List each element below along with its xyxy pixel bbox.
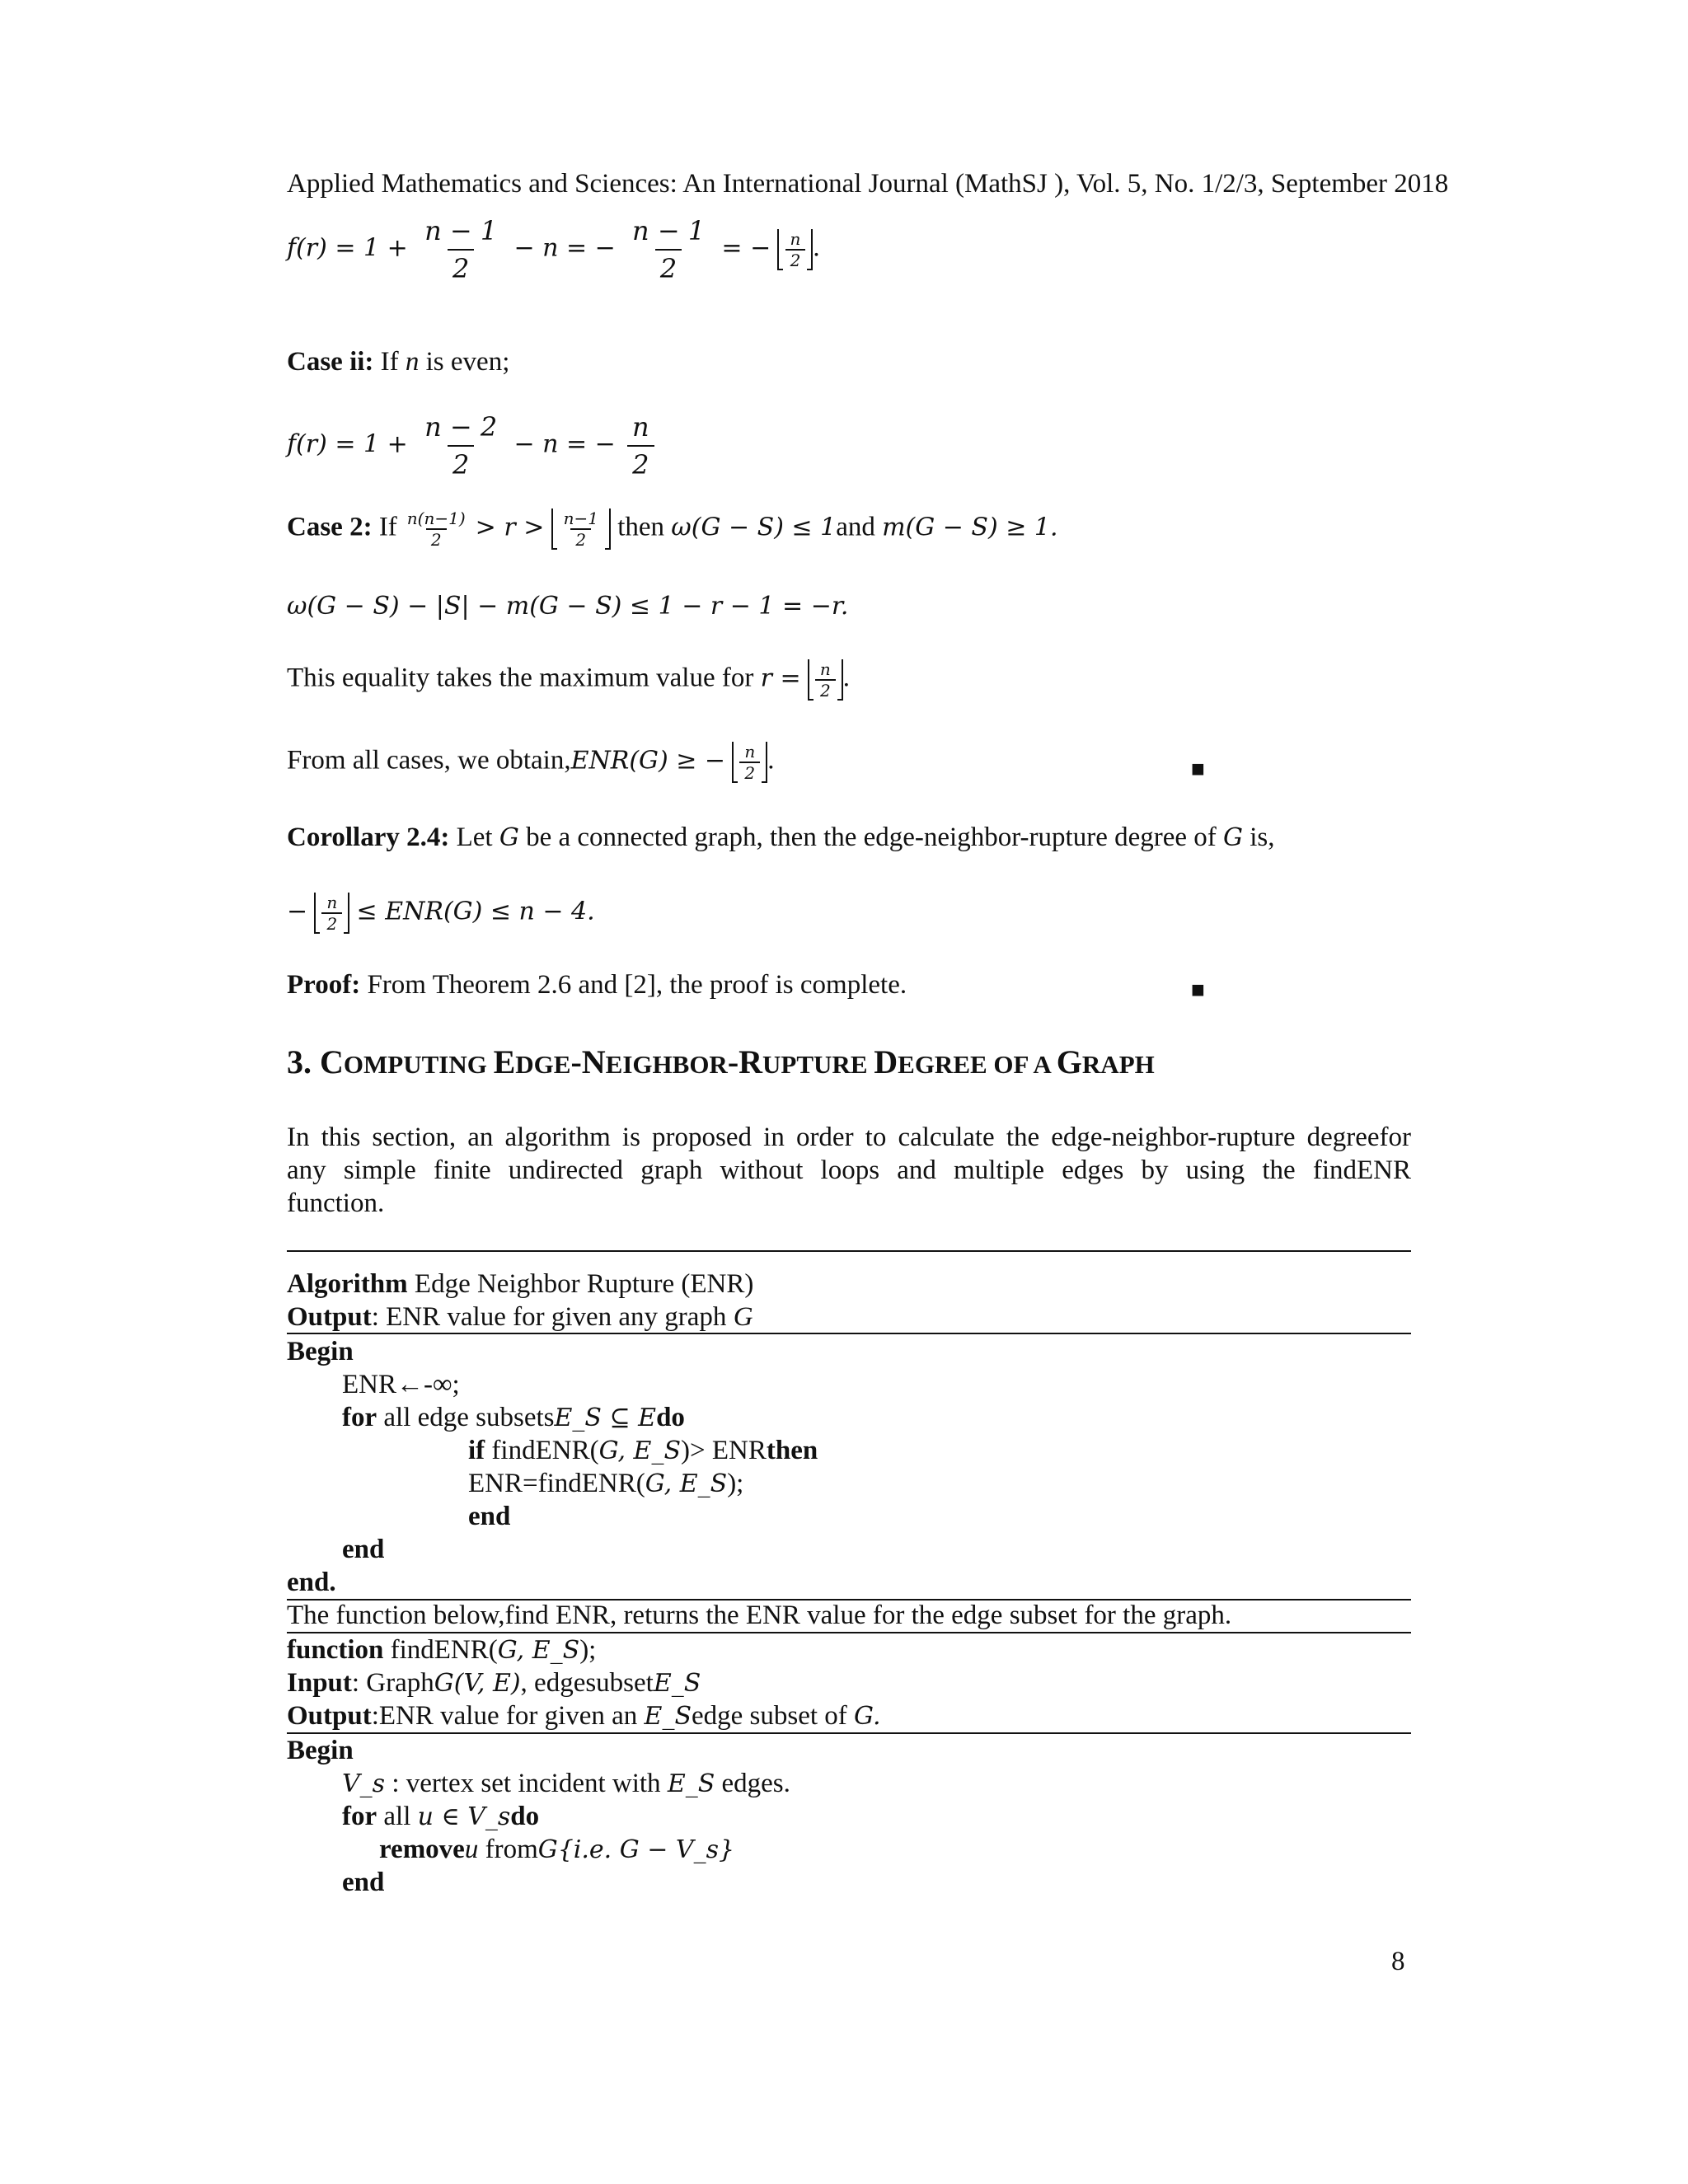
function-for-line: for all u ∈ V_sdo: [342, 1802, 540, 1831]
qed-square-icon: ■: [1191, 757, 1205, 782]
equality-line: This equality takes the maximum value for r = $\frac{n}{2}$ .: [287, 659, 851, 701]
function-begin: Begin: [287, 1736, 354, 1765]
intro-line-3: function.: [287, 1188, 385, 1218]
intro-line-1: In this section, an algorithm is proposed in order to calculate the edge-neighbor-rupture degreefor: [287, 1122, 1411, 1152]
algorithm-end: end.: [287, 1568, 336, 1597]
algorithm-output: Output: ENR value for given any graph G: [287, 1302, 753, 1332]
floor-bracket: $\frac{n-1}{2}$: [551, 509, 611, 550]
page-number: 8: [1391, 1947, 1405, 1976]
all-cases-line: From all cases, we obtain,ENR(G) ≥ − $\frac{n}{2}$ .: [287, 742, 775, 783]
algorithm-for: for all edge subsetsE_S ⊆ Edo: [342, 1403, 685, 1432]
algorithm-begin: Begin: [287, 1337, 354, 1366]
algorithm-end-if: end: [468, 1502, 511, 1531]
section-heading: 3. COMPUTING EDGE-NEIGHBOR-RUPTURE DEGREE OF A GRAPH: [287, 1043, 1155, 1080]
inequality-line: ω(G − S) − |S| − m(G − S) ≤ 1 − r − 1 = −r.: [287, 592, 849, 621]
algorithm-init: ENR←-∞;: [342, 1370, 460, 1399]
proof-line: Proof: From Theorem 2.6 and [2], the proof is complete.: [287, 970, 907, 1000]
floor-bracket: $\frac{n}{2}$: [777, 229, 813, 270]
equation-f-r-even: f(r) = 1 + $\frac{n - 2}{2}$ − n = − $\frac{n}{2}$: [287, 409, 659, 483]
algorithm-rule-4: [287, 1632, 1411, 1633]
algorithm-top-rule: [287, 1250, 1411, 1252]
floor-bracket: $\frac{n}{2}$: [314, 893, 349, 934]
function-input: Input: GraphG(V, E), edgesubsetE_S: [287, 1668, 701, 1698]
algorithm-end-for: end: [342, 1535, 385, 1564]
enr-bound-equation: − $\frac{n}{2}$ ≤ ENR(G) ≤ n − 4.: [287, 893, 595, 934]
qed-square-icon: ■: [1191, 977, 1205, 1003]
floor-bracket: $\frac{n}{2}$: [808, 659, 843, 701]
intro-line-2: any simple finite undirected graph without loops and multiple edges by using the findENR: [287, 1155, 1411, 1185]
case-ii-heading: Case ii: If n is even;: [287, 347, 510, 377]
function-note: The function below,find ENR, returns the ENR value for the edge subset for the graph.: [287, 1601, 1232, 1630]
function-end-for: end: [342, 1868, 385, 1897]
algorithm-title: Algorithm Edge Neighbor Rupture (ENR): [287, 1269, 754, 1299]
algorithm-rule-2: [287, 1333, 1411, 1334]
equation-f-r-odd: f(r) = 1 + $\frac{n - 1}{2}$ − n = − $\frac{n - 1}{2}$ = − $\frac{n}{2}$ .: [287, 213, 820, 287]
function-vs-line: V_s : vertex set incident with E_S edges.: [342, 1769, 790, 1798]
algorithm-if: if findENR(G, E_S)> ENRthen: [468, 1436, 818, 1465]
function-signature: function findENR(G, E_S);: [287, 1635, 597, 1665]
algorithm-rule-5: [287, 1732, 1411, 1734]
case-2-line: Case 2: If $\frac{n(n-1)}{2}$ > r > $\frac{n-1}{2}$ then ω(G − S) ≤ 1and m(G − S) ≥ 1.: [287, 509, 1058, 550]
algorithm-assign: ENR=findENR(G, E_S);: [468, 1469, 744, 1498]
floor-bracket: $\frac{n}{2}$: [732, 742, 767, 783]
running-head: Applied Mathematics and Sciences: An International Journal (MathSJ ), Vol. 5, No. 1/2/3, September 2018: [287, 169, 1449, 199]
corollary-2-4: Corollary 2.4: Let G be a connected graph, then the edge-neighbor-rupture degree of G is,: [287, 823, 1275, 852]
function-output: Output:ENR value for given an E_Sedge subset of G.: [287, 1701, 881, 1731]
function-remove-line: removeu fromG{i.e. G − V_s}: [379, 1835, 735, 1864]
